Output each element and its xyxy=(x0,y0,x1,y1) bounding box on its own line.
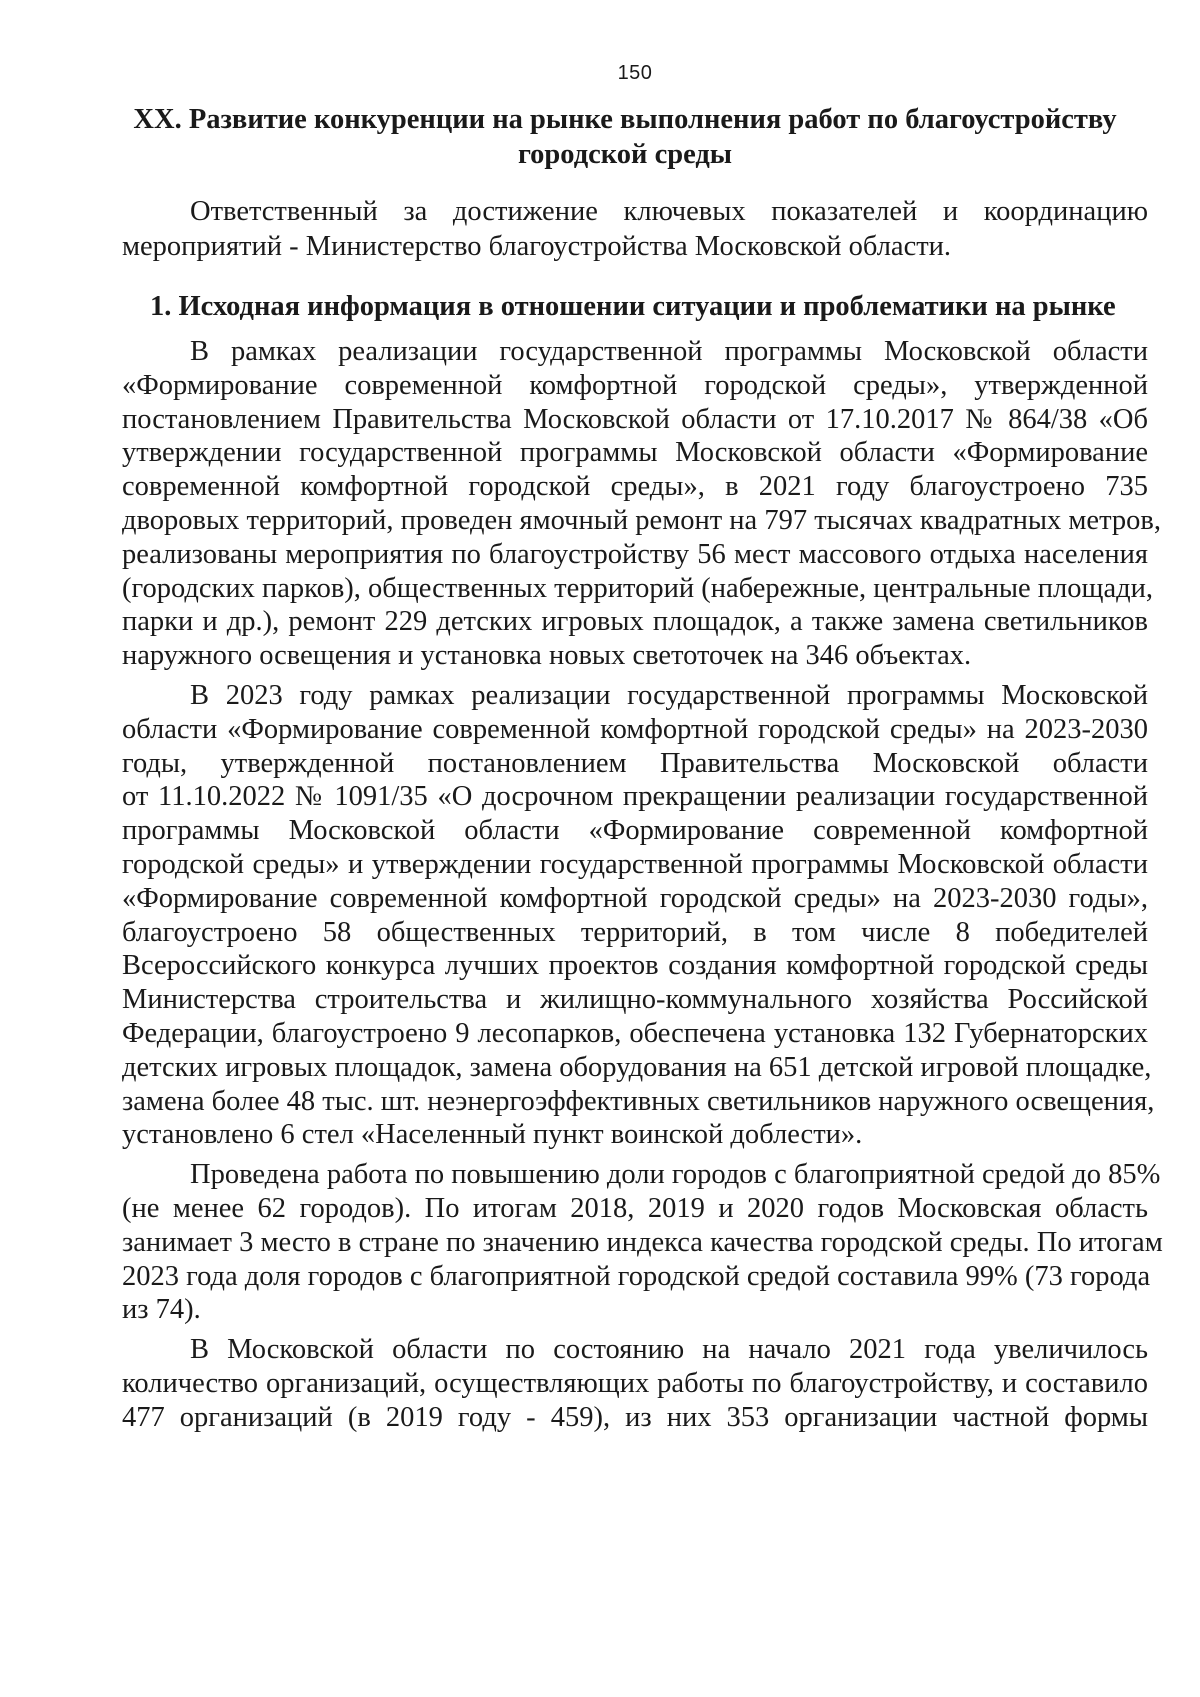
text-line: 2023 года доля городов с благоприятной городской средой составила 99% (73 города xyxy=(122,1260,1151,1292)
text-line: «Формирование современной комфортной городской среды» на 2023-2030 годы», xyxy=(122,882,1148,914)
responsible-statement xyxy=(122,194,1148,264)
text-line: Всероссийского конкурса лучших проектов создания комфортной городской среды xyxy=(122,950,1148,982)
text-line: городской среды» и утверждении государственной программы Московской области xyxy=(122,848,1148,880)
page-number: 150 xyxy=(617,62,653,84)
text-line: постановлением Правительства Московской области от 17.10.2017 № 864/38 «Об xyxy=(122,403,1148,435)
chapter-title xyxy=(120,102,1130,172)
paragraph xyxy=(122,1158,1163,1327)
text-line: количество организаций, осуществляющих работы по благоустройству, и составило xyxy=(122,1367,1148,1399)
text-line: утверждении государственной программы Московской области «Формирование xyxy=(122,437,1148,469)
text-line: В Московской области по состоянию на начало 2021 года увеличилось xyxy=(190,1334,1148,1366)
text-line: дворовых территорий, проведен ямочный ремонт на 797 тысячах квадратных метров, xyxy=(122,504,1161,536)
text-line: 477 организаций (в 2019 году - 459), из них 353 организации частной формы xyxy=(122,1401,1148,1433)
text-line: «Формирование современной комфортной городской среды», утвержденной xyxy=(122,369,1148,401)
chapter-title-line-2: городской среды xyxy=(517,139,733,170)
text-line: наружного освещения и установка новых светоточек на 346 объектах. xyxy=(122,640,972,672)
text-line: современной комфортной городской среды», в 2021 году благоустроено 735 xyxy=(122,471,1148,503)
text-line: Министерства строительства и жилищно-коммунального хозяйства Российской xyxy=(122,984,1148,1016)
paragraph xyxy=(122,679,1155,1152)
text-line: Федерации, благоустроено 9 лесопарков, обеспечена установка 132 Губернаторских xyxy=(122,1017,1148,1049)
text-line: области «Формирование современной комфортной городской среды» на 2023-2030 xyxy=(122,713,1148,745)
body-text xyxy=(122,335,1163,1441)
chapter-title-line-1: XX. Развитие конкуренции на рынке выполнения работ по благоустройству xyxy=(133,104,1117,135)
text-line: реализованы мероприятия по благоустройству 56 мест массового отдыха населения xyxy=(122,538,1148,570)
text-line: детских игровых площадок, замена оборудования на 651 детской игровой площадке, xyxy=(122,1051,1152,1083)
text-line: занимает 3 место в стране по значению индекса качества городской среды. По итогам xyxy=(122,1226,1163,1258)
text-line: благоустроено 58 общественных территорий, в том числе 8 победителей xyxy=(122,916,1148,948)
paragraph xyxy=(122,335,1161,673)
text-line: от 11.10.2022 № 1091/35 «О досрочном прекращении реализации государственной xyxy=(122,781,1148,813)
text-line: (не менее 62 городов). По итогам 2018, 2019 и 2020 годов Московская область xyxy=(122,1192,1148,1224)
text-line: (городских парков), общественных территорий (набережные, центральные площади, xyxy=(122,572,1153,604)
text-line: программы Московской области «Формирование современной комфортной xyxy=(122,815,1148,847)
section-heading: 1. Исходная информация в отношении ситуации и проблематики на рынке xyxy=(150,291,1116,322)
text-line: В рамках реализации государственной программы Московской области xyxy=(190,336,1148,367)
text-line: установлено 6 стел «Населенный пункт воинской доблести». xyxy=(122,1119,863,1151)
text-line: парки и др.), ремонт 229 детских игровых площадок, а также замена светильников xyxy=(122,606,1148,638)
text-line: замена более 48 тыс. шт. неэнергоэффективных светильников наружного освещения, xyxy=(122,1085,1155,1117)
text-line: В 2023 году рамках реализации государственной программы Московской xyxy=(190,679,1148,711)
paragraph xyxy=(122,1333,1148,1434)
text-line: Проведена работа по повышению доли городов с благоприятной средой до 85% xyxy=(190,1159,1161,1191)
responsible-line-1: Ответственный за достижение ключевых показателей и координацию xyxy=(190,196,1148,227)
text-line: из 74). xyxy=(122,1294,201,1326)
text-line: годы, утвержденной постановлением Правительства Московской области xyxy=(122,747,1148,779)
responsible-line-2: мероприятий - Министерство благоустройства Московской области. xyxy=(122,231,952,262)
